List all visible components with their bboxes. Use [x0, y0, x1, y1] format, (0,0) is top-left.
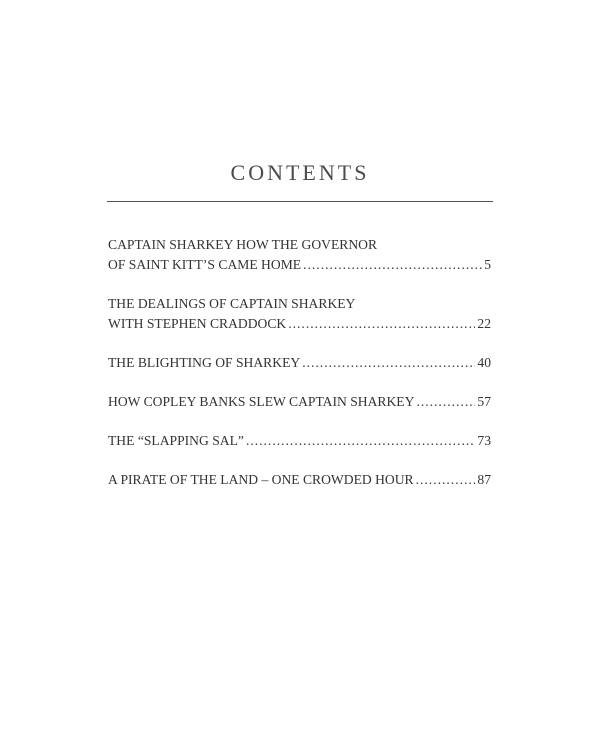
toc-entry[interactable]: [108, 392, 491, 412]
toc-entry-final-line: [108, 431, 491, 451]
toc-entry[interactable]: [108, 431, 491, 451]
toc-entry[interactable]: [108, 294, 491, 334]
toc-entry[interactable]: [108, 353, 491, 373]
dot-leader: [302, 353, 475, 373]
dot-leader: [416, 470, 476, 490]
toc-entry-title-line: HOW COPLEY BANKS SLEW CAPTAIN SHARKEY: [108, 394, 415, 409]
dot-leader: [246, 431, 475, 451]
toc-page-number: 40: [477, 355, 491, 370]
toc-entry-title-line: THE BLIGHTING OF SHARKEY: [108, 355, 301, 370]
toc-page-number: 22: [477, 316, 491, 331]
table-of-contents: [108, 235, 491, 509]
toc-page-number: 73: [477, 433, 491, 448]
toc-entry-title-line: THE DEALINGS OF CAPTAIN SHARKEY: [108, 296, 356, 311]
toc-page-number: 87: [477, 472, 491, 487]
toc-entry-final-line: [108, 255, 491, 275]
toc-entry[interactable]: [108, 470, 491, 490]
toc-page-number: 57: [477, 394, 491, 409]
dot-leader: [288, 314, 475, 334]
toc-entry-final-line: [108, 392, 491, 412]
toc-entry-title-line: THE “SLAPPING SAL”: [108, 433, 244, 448]
toc-entry-title-line: CAPTAIN SHARKEY HOW THE GOVERNOR: [108, 237, 378, 252]
dot-leader: [416, 392, 475, 412]
toc-entry[interactable]: [108, 235, 491, 275]
toc-entry-title-line: OF SAINT KITT’S CAME HOME: [108, 257, 302, 272]
toc-entry-title-line: WITH STEPHEN CRADDOCK: [108, 316, 287, 331]
toc-page-number: 5: [484, 257, 491, 272]
toc-entry-title-line: A PIRATE OF THE LAND – ONE CROWDED HOUR: [108, 472, 414, 487]
toc-entry-final-line: [108, 314, 491, 334]
dot-leader: [303, 255, 482, 275]
page-title: CONTENTS: [230, 160, 370, 185]
toc-entry-final-line: [108, 353, 491, 373]
title-divider: [107, 201, 493, 202]
toc-entry-final-line: [108, 470, 491, 490]
